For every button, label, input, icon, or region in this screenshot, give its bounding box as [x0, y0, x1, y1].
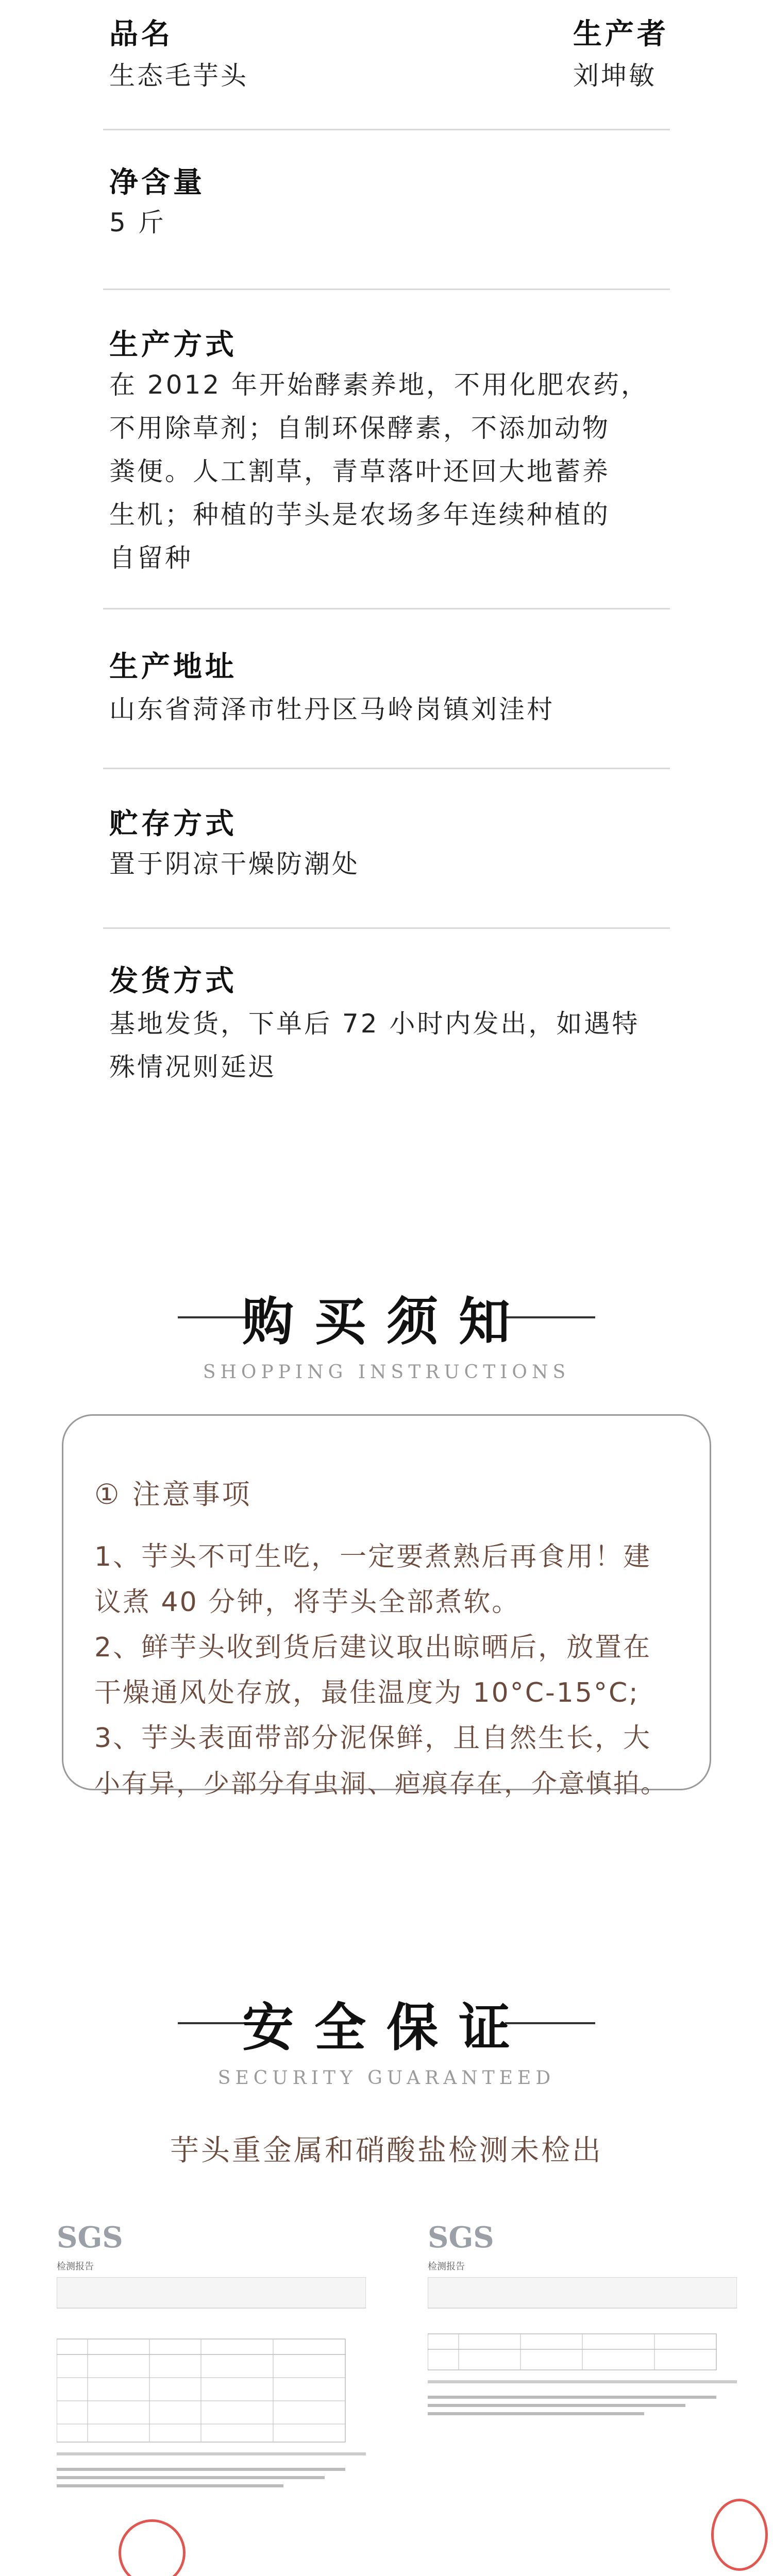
- notice-line: 议煮 40 分钟，将芋头全部煮软。: [94, 1587, 520, 1618]
- weight-value: 5 斤: [109, 208, 166, 238]
- method-line: 粪便。人工割草，青草落叶还回大地蓄养: [109, 456, 610, 486]
- report-page: [41, 2210, 371, 2576]
- notice-box: [62, 1414, 711, 1799]
- origin-value: 山东省菏泽市牡丹区马岭岗镇刘洼村: [109, 694, 554, 724]
- method-line: 在 2012 年开始酵素养地，不用化肥农药，: [109, 370, 649, 400]
- purchase-heading: [0, 1280, 773, 1383]
- notice-heading: ① 注意事项: [94, 1478, 252, 1511]
- shipping-text: [109, 1002, 640, 1089]
- method-line: 自留种: [109, 543, 193, 573]
- divider: [103, 129, 670, 130]
- divider: [103, 608, 670, 609]
- report-title: 检测报告: [57, 2261, 94, 2272]
- name-label: 品名: [109, 18, 173, 51]
- report-table: [428, 2277, 737, 2401]
- purchase-subtitle: SHOPPING INSTRUCTIONS: [203, 1362, 570, 1383]
- metals-caption: 芋头重金属和硝酸盐检测未检出: [170, 2134, 603, 2167]
- security-heading: [0, 1986, 773, 2089]
- origin-label: 生产地址: [109, 650, 237, 684]
- report-body-text: [57, 2468, 356, 2499]
- divider: [103, 289, 670, 290]
- report-page: [412, 2210, 742, 2576]
- method-line: 生机；种植的芋头是农场多年连续种植的: [109, 500, 610, 530]
- method-text: [109, 363, 649, 580]
- storage-label: 贮存方式: [109, 807, 237, 841]
- method-label: 生产方式: [109, 328, 237, 362]
- notice-line: 小有异，少部分有虫洞、疤痕存在，介意慎拍。: [94, 1769, 668, 1799]
- sgs-logo: SGS: [428, 2221, 494, 2255]
- official-stamp: [711, 2499, 768, 2571]
- method-line: 不用除草剂；自制环保酵素，不添加动物: [109, 413, 610, 443]
- official-stamp: [119, 2519, 186, 2576]
- name-value: 生态毛芋头: [109, 61, 248, 91]
- security-title: 安全保证: [242, 1997, 531, 2058]
- divider: [103, 768, 670, 769]
- report-title: 检测报告: [428, 2261, 465, 2272]
- purchase-title: 购买须知: [242, 1291, 531, 1352]
- notice-line: 3、芋头表面带部分泥保鲜，且自然生长，大: [94, 1723, 652, 1754]
- notice-line: 干燥通风处存放，最佳温度为 10°C-15°C;: [94, 1677, 640, 1708]
- weight-label: 净含量: [109, 166, 205, 199]
- shipping-line: 基地发货，下单后 72 小时内发出，如遇特: [109, 1009, 640, 1039]
- product-info-section: [0, 0, 773, 1185]
- producer-label: 生产者: [573, 18, 669, 51]
- security-subtitle: SECURITY GUARANTEED: [217, 2067, 556, 2089]
- sgs-logo: SGS: [57, 2221, 123, 2255]
- notice-line: 1、芋头不可生吃，一定要煮熟后再食用！建: [94, 1541, 652, 1572]
- shipping-label: 发货方式: [109, 964, 237, 998]
- notice-line: 2、鲜芋头收到货后建议取出晾晒后，放置在: [94, 1632, 652, 1663]
- divider: [103, 927, 670, 929]
- report-table: [57, 2277, 366, 2463]
- shipping-line: 殊情况则延迟: [109, 1052, 276, 1082]
- storage-value: 置于阴凉干燥防潮处: [109, 849, 360, 879]
- report-body-text: [428, 2396, 727, 2427]
- producer-value: 刘坤敏: [573, 61, 657, 91]
